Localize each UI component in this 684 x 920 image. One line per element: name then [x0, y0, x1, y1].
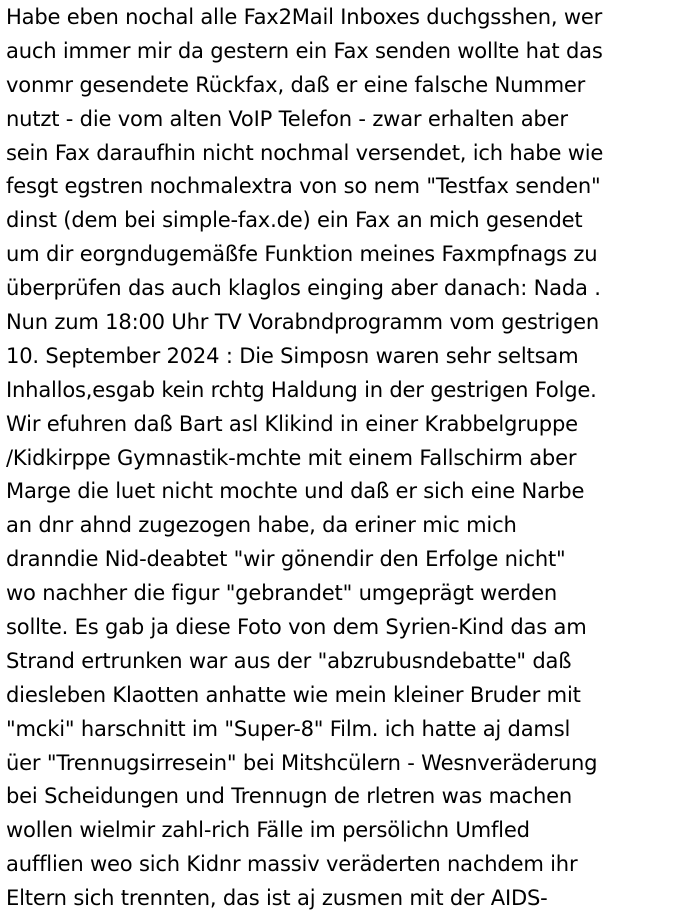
text-line: bei Scheidungen und Trennugn de rletren was machen	[6, 783, 573, 809]
text-line: /Kidkirppe Gymnastik-mchte mit einem Fallschirm aber	[6, 444, 577, 470]
text-line: an dnr ahnd zugezogen habe, da eriner mic mich	[6, 512, 517, 538]
document-text	[6, 0, 684, 915]
text-line: wo nachher die figur "gebrandet" umgeprägt werden	[6, 580, 558, 606]
text-line: fesgt egstren nochmalextra von so nem "Testfax senden"	[6, 173, 601, 199]
text-line: Habe eben nochal alle Fax2Mail Inboxes duchgsshen, wer	[6, 4, 603, 29]
text-line: aufflien weo sich Kidnr massiv veräderten nachdem ihr	[6, 851, 578, 877]
text-line: auch immer mir da gestern ein Fax senden wollte hat das	[6, 37, 603, 63]
text-line: Inhallos,esgab kein rchtg Haldung in der gestrigen Folge.	[6, 376, 597, 402]
text-line: sein Fax daraufhin nicht nochmal versendet, ich habe wie	[6, 139, 604, 165]
text-line: sollte. Es gab ja diese Foto von dem Syrien-Kind das am	[6, 614, 587, 640]
text-line: dranndie Nid-deabtet "wir gönendir den Erfolge nicht"	[6, 546, 566, 572]
text-line: Wir efuhren daß Bart asl Klikind in einer Krabbelgruppe	[6, 410, 578, 436]
text-line: 10. September 2024 : Die Simposn waren sehr seltsam	[6, 342, 579, 368]
text-line: Nun zum 18:00 Uhr TV Vorabndprogramm vom gestrigen	[6, 309, 600, 335]
text-line: Strand ertrunken war aus der "abzrubusndebatte" daß	[6, 647, 572, 673]
text-line: üer "Trennugsirresein" bei Mitshcülern - Wesnveräderung	[6, 749, 598, 775]
text-line: überprüfen das auch klaglos einging aber danach: Nada .	[6, 275, 601, 301]
text-line: diesleben Klaotten anhatte wie mein kleiner Bruder mit	[6, 681, 581, 707]
text-line: "mcki" harschnitt im "Super-8" Film. ich hatte aj damsl	[6, 715, 571, 741]
text-line: Eltern sich trennten, das ist aj zusmen mit der AIDS-	[6, 885, 548, 911]
text-line: Marge die luet nicht mochte und daß er sich eine Narbe	[6, 478, 585, 504]
text-line: nutzt - die vom alten VoIP Telefon - zwar erhalten aber	[6, 105, 568, 131]
text-line: um dir eorgndugemäßfe Funktion meines Faxmpfnags zu	[6, 241, 598, 267]
text-line: vonmr gesendete Rückfax, daß er eine falsche Nummer	[6, 71, 586, 97]
text-line: wollen wielmir zahl-rich Fälle im persölichn Umfled	[6, 817, 530, 843]
text-line: dinst (dem bei simple-fax.de) ein Fax an mich gesendet	[6, 207, 583, 233]
